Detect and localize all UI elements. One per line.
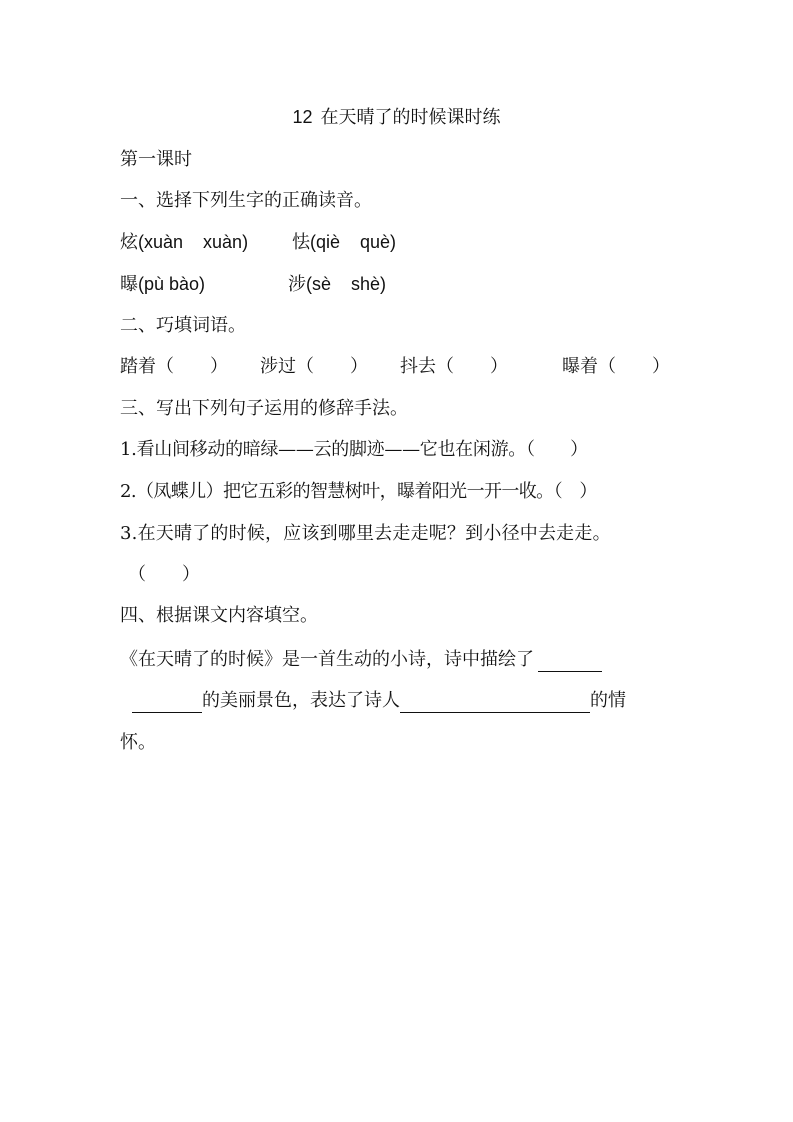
section1-heading: 一、选择下列生字的正确读音。 bbox=[120, 190, 372, 211]
title-text: 在天晴了的时候课时练 bbox=[320, 107, 501, 128]
answer-blank[interactable] bbox=[400, 692, 590, 713]
answer-blank[interactable] bbox=[132, 692, 202, 713]
section3-heading: 三、写出下列句子运用的修辞手法。 bbox=[120, 398, 408, 419]
fill-line-3: 怀。 bbox=[120, 732, 156, 753]
fill-line-1: 《在天晴了的时候》是一首生动的小诗，诗中描绘了 bbox=[120, 648, 602, 672]
answer-blank[interactable] bbox=[538, 651, 602, 672]
word-fill-item: 涉过（ ） bbox=[260, 356, 368, 377]
rhetoric-answer-3: （ ） bbox=[128, 564, 200, 585]
fill-line-2: 的美丽景色，表达了诗人 的情 bbox=[132, 689, 626, 713]
pinyin-item-pu: 曝(pù bào) bbox=[120, 274, 206, 295]
pinyin-item-qie: 怯(qiè què) bbox=[292, 232, 397, 253]
word-fill-item: 踏着（ ） bbox=[120, 356, 228, 377]
rhetoric-question-3: 3.在天晴了的时候，应该到哪里去走走呢？到小径中去走走。 bbox=[120, 523, 611, 544]
page-title bbox=[0, 105, 793, 130]
pinyin-item-she: 涉(sè shè) bbox=[288, 274, 387, 295]
section2-heading: 二、巧填词语。 bbox=[120, 315, 246, 336]
word-fill-item: 曝着（ ） bbox=[562, 356, 670, 377]
lesson-label: 第一课时 bbox=[120, 149, 192, 170]
rhetoric-question-2: 2.（凤蝶儿）把它五彩的智慧树叶，曝着阳光一开一收。（ ） bbox=[120, 481, 597, 502]
rhetoric-question-1: 1.看山间移动的暗绿——云的脚迹——它也在闲游。（ ） bbox=[120, 439, 588, 460]
lesson-number: 12 bbox=[292, 107, 313, 127]
word-fill-item: 抖去（ ） bbox=[400, 356, 508, 377]
section4-heading: 四、根据课文内容填空。 bbox=[120, 605, 318, 626]
pinyin-item-xuan: 炫(xuàn xuàn) bbox=[120, 232, 249, 253]
